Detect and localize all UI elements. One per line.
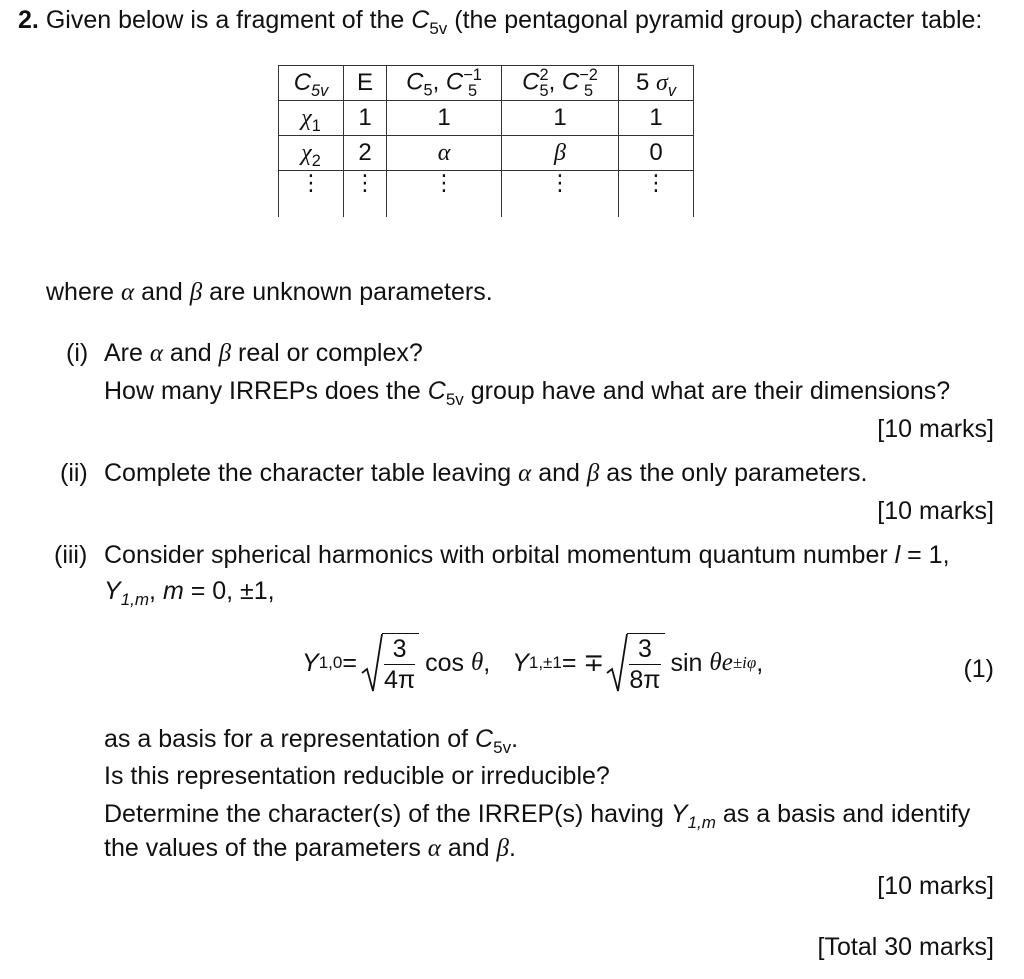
- table-cell: β: [502, 136, 619, 171]
- part-iii-line1: Consider spherical harmonics with orbital momentum quantum number l = 1,: [104, 541, 950, 569]
- part-i-line2: How many IRREPs does the $C_{5v}$ group have and what are their dimensions?: [104, 377, 951, 409]
- where-text: where α and β are unknown parameters.: [46, 278, 493, 306]
- table-header-sigma: 5 $\sigma_v$: [619, 66, 694, 101]
- part-iii-line6: the values of the parameters α and β.: [104, 834, 516, 862]
- equation-spherical-harmonics: Y 1,0 = $\frac{3}{4\pi}$ cos θ , Y 1,±1 = ∓ $\frac{3}{8\pi}$ sin θe ±iφ ,: [302, 635, 764, 694]
- table-header-identity: E: [344, 66, 387, 101]
- table-cell: 2: [344, 136, 387, 171]
- sqrt-sign: $\frac{3}{8\pi}$: [606, 633, 664, 693]
- table-cell: 0: [619, 136, 694, 171]
- table-row-label: $\chi_2$: [279, 136, 344, 171]
- question-number: 2.: [18, 6, 39, 34]
- table-row-ellipsis: [279, 171, 694, 218]
- ellipsis-cell: ⋮: [619, 171, 694, 218]
- table-header-c5: $C_5$, C −1 5: [387, 66, 502, 101]
- part-ii-text: Complete the character table leaving α and β as the only parameters.: [104, 459, 868, 487]
- part-iii-marks: [10 marks]: [877, 872, 994, 900]
- ellipsis-cell: ⋮: [279, 171, 344, 218]
- table-cell: 1: [502, 101, 619, 136]
- part-iii-line3: as a basis for a representation of $C_{5v}$.: [104, 725, 519, 757]
- ellipsis-cell: ⋮: [387, 171, 502, 218]
- equation-number: (1): [963, 655, 994, 683]
- sqrt-sign: $\frac{3}{4\pi}$: [361, 633, 419, 693]
- table-row: [279, 136, 694, 171]
- table-header-c5-squared: C 2 5 , C −2 5: [502, 66, 619, 101]
- part-iii-line4: Is this representation reducible or irreducible?: [104, 762, 610, 790]
- total-marks: [Total 30 marks]: [817, 933, 994, 961]
- ellipsis-cell: ⋮: [344, 171, 387, 218]
- table-cell: 1: [387, 101, 502, 136]
- table-row-label: $\chi_1$: [279, 101, 344, 136]
- table-header-row: [279, 66, 694, 101]
- part-i-line1: Are α and β real or complex?: [104, 339, 423, 367]
- question-intro: 2. Given below is a fragment of the $C_{5v}$ (the pentagonal pyramid group) character table:: [18, 6, 983, 38]
- character-table: [278, 65, 694, 217]
- table-cell: 1: [344, 101, 387, 136]
- part-ii-marks: [10 marks]: [877, 497, 994, 525]
- part-iii-line5: Determine the character(s) of the IRREP(s) having $Y_{1,m}$ as a basis and identify: [104, 800, 971, 832]
- part-ii-label: (ii): [60, 459, 88, 487]
- part-iii-label: (iii): [54, 541, 88, 569]
- part-iii-line2: $Y_{1,m}$, m = 0, ±1,: [104, 577, 275, 609]
- table-header-group: $C_{5v}$: [279, 66, 344, 101]
- table-cell: 1: [619, 101, 694, 136]
- part-i-marks: [10 marks]: [877, 415, 994, 443]
- table-cell: α: [387, 136, 502, 171]
- table-row: [279, 101, 694, 136]
- ellipsis-cell: ⋮: [502, 171, 619, 218]
- part-i-label: (i): [66, 339, 89, 367]
